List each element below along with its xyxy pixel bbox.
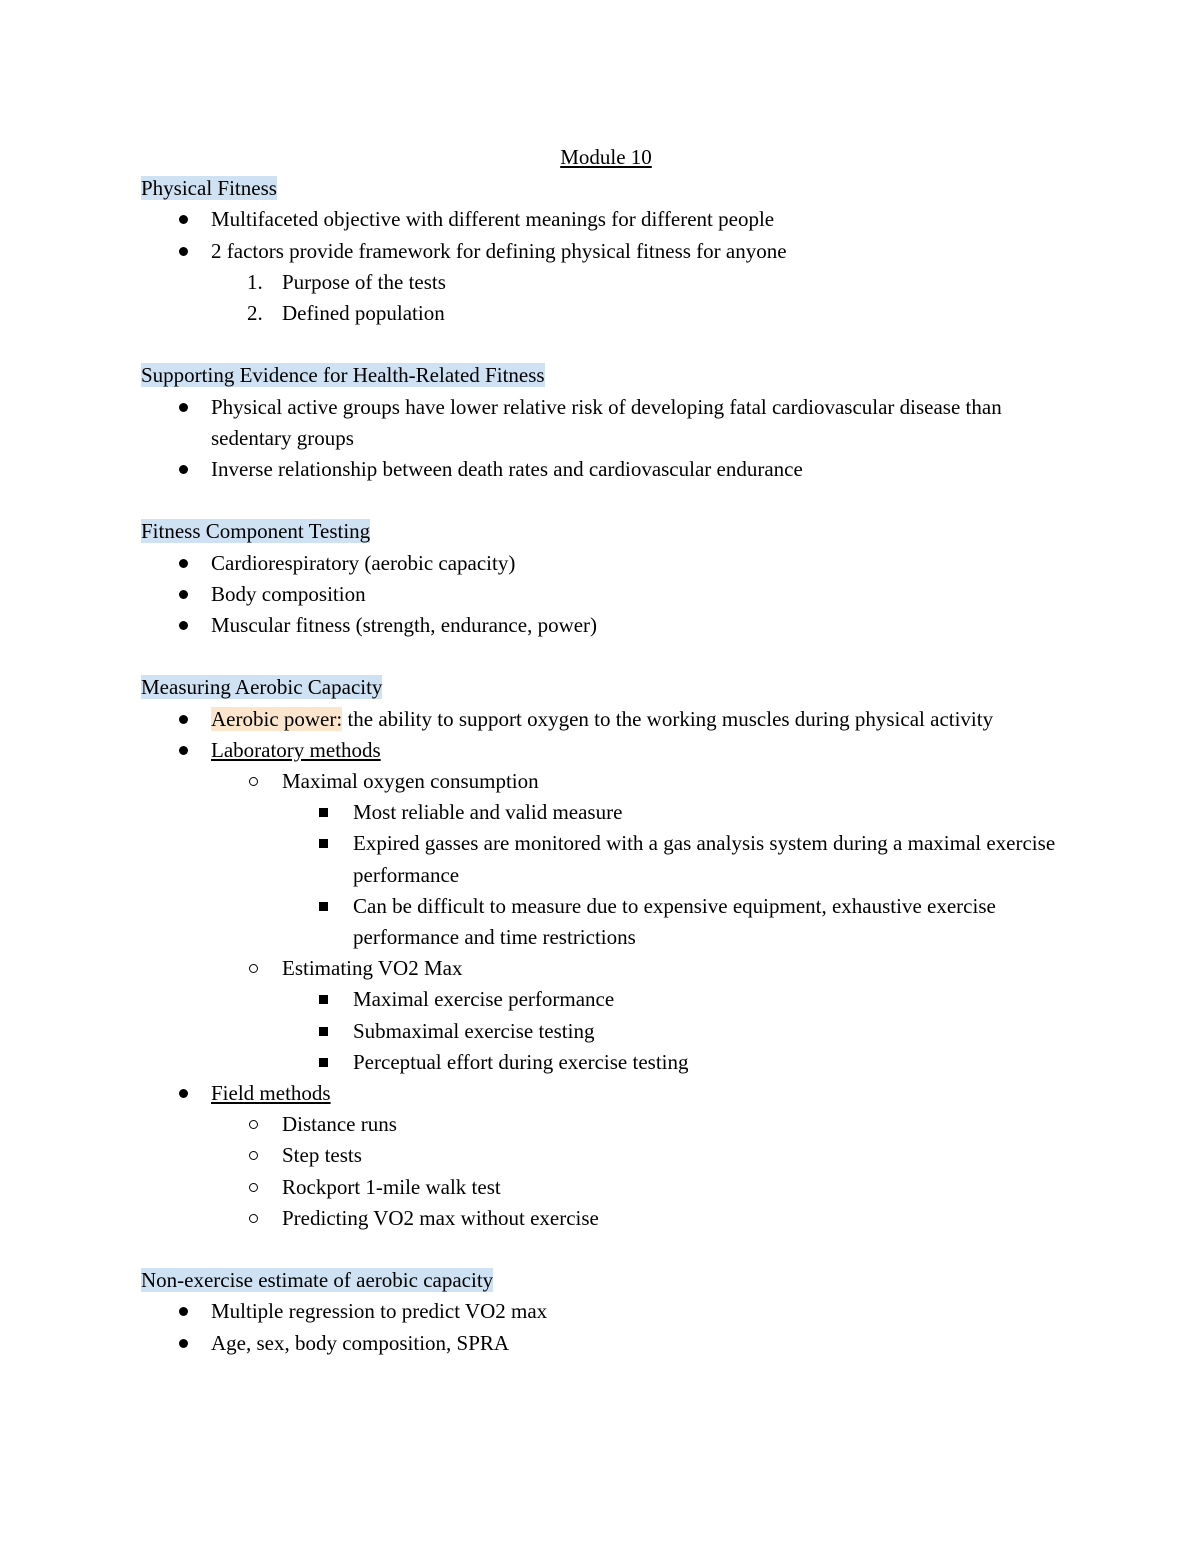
- list-item: [141, 1078, 1071, 1109]
- list-item-text: Estimating VO2 Max: [282, 956, 463, 981]
- list-item-text: Maximal oxygen consumption: [282, 769, 539, 794]
- bullet-list: [141, 704, 1071, 766]
- list-item: [141, 610, 1071, 641]
- document-page: [141, 142, 1071, 1390]
- list-item: [141, 735, 1071, 766]
- section-heading: [141, 516, 1071, 547]
- field-methods-label: Field methods: [211, 1081, 331, 1106]
- list-item-text: Multiple regression to predict VO2 max: [211, 1299, 548, 1324]
- list-item-text: Submaximal exercise testing: [353, 1018, 595, 1043]
- list-item-text: Cardiorespiratory (aerobic capacity): [211, 550, 516, 575]
- list-item-text: Physical active groups have lower relative risk of developing fatal cardiovascular disease than sedentary groups: [211, 394, 1002, 450]
- list-item-text: 2 factors provide framework for defining physical fitness for anyone: [211, 238, 787, 263]
- section-aerobic-capacity: [141, 672, 1071, 1234]
- list-item: [141, 236, 1071, 267]
- list-item-text: Defined population: [282, 301, 445, 326]
- list-item: [141, 204, 1071, 235]
- list-item: [141, 1296, 1071, 1327]
- list-item-text: Maximal exercise performance: [353, 987, 615, 1012]
- section-heading: [141, 173, 1071, 204]
- sub-list: [141, 953, 1071, 984]
- list-item: [141, 1203, 1071, 1234]
- list-item-text: Distance runs: [282, 1112, 397, 1137]
- section-non-exercise: [141, 1265, 1071, 1359]
- list-item: [141, 1047, 1071, 1078]
- list-item: [141, 1172, 1071, 1203]
- definition-text: the ability to support oxygen to the working muscles during physical activity: [342, 706, 994, 731]
- bullet-list: [141, 392, 1071, 486]
- bullet-list: [141, 548, 1071, 642]
- list-item-text: Step tests: [282, 1143, 362, 1168]
- list-item-text: Age, sex, body composition, SPRA: [211, 1330, 510, 1355]
- list-item: [141, 1328, 1071, 1359]
- list-item: [141, 548, 1071, 579]
- section-heading: [141, 360, 1071, 391]
- list-item: [141, 1140, 1071, 1171]
- heading-text: Non-exercise estimate of aerobic capacity: [141, 1268, 494, 1293]
- section-physical-fitness: [141, 173, 1071, 329]
- list-item-text: Muscular fitness (strength, endurance, power): [211, 613, 598, 638]
- list-number: 2.: [247, 301, 263, 326]
- sub-sub-list: [141, 984, 1071, 1078]
- section-heading: [141, 672, 1071, 703]
- list-item: [141, 797, 1071, 828]
- list-number: 1.: [247, 269, 263, 294]
- sub-list: [141, 766, 1071, 797]
- sub-list: [141, 1109, 1071, 1234]
- heading-text: Measuring Aerobic Capacity: [141, 675, 383, 700]
- heading-text: Fitness Component Testing: [141, 519, 371, 544]
- list-item: [141, 298, 1071, 329]
- heading-text: Supporting Evidence for Health-Related Fitness: [141, 363, 545, 388]
- bullet-list: [141, 204, 1071, 266]
- list-item-text: Expired gasses are monitored with a gas analysis system during a maximal exercise performance: [353, 831, 1056, 887]
- list-item: [141, 1109, 1071, 1140]
- list-item-text: Rockport 1-mile walk test: [282, 1174, 501, 1199]
- bullet-list: [141, 1296, 1071, 1358]
- list-item-text: Inverse relationship between death rates and cardiovascular endurance: [211, 457, 803, 482]
- list-item: [141, 953, 1071, 984]
- document-title: Module 10: [560, 145, 652, 169]
- list-item-text: Body composition: [211, 581, 366, 606]
- list-item: [141, 891, 1071, 953]
- list-item-text: Multifaceted objective with different meanings for different people: [211, 207, 775, 232]
- list-item-text: Can be difficult to measure due to expensive equipment, exhaustive exercise performance and time restrictions: [353, 893, 996, 950]
- list-item: [141, 984, 1071, 1015]
- list-item-text: Predicting VO2 max without exercise: [282, 1205, 599, 1230]
- heading-text: Physical Fitness: [141, 176, 277, 201]
- section-heading: [141, 1265, 1071, 1296]
- section-component-testing: [141, 516, 1071, 641]
- list-item: [141, 766, 1071, 797]
- numbered-list: [141, 267, 1071, 329]
- sub-sub-list: [141, 797, 1071, 953]
- list-item: [141, 704, 1071, 735]
- list-item: [141, 828, 1071, 890]
- list-item-text: Purpose of the tests: [282, 269, 446, 294]
- bullet-list: [141, 1078, 1071, 1109]
- list-item: [141, 454, 1071, 485]
- list-item-text: Perceptual effort during exercise testing: [353, 1049, 689, 1074]
- definition-term: Aerobic power:: [211, 706, 343, 731]
- lab-methods-label: Laboratory methods: [211, 737, 381, 762]
- list-item: [141, 267, 1071, 298]
- section-supporting-evidence: [141, 360, 1071, 485]
- list-item-text: Most reliable and valid measure: [353, 800, 623, 825]
- list-item: [141, 1016, 1071, 1047]
- list-item: [141, 392, 1071, 454]
- list-item: [141, 579, 1071, 610]
